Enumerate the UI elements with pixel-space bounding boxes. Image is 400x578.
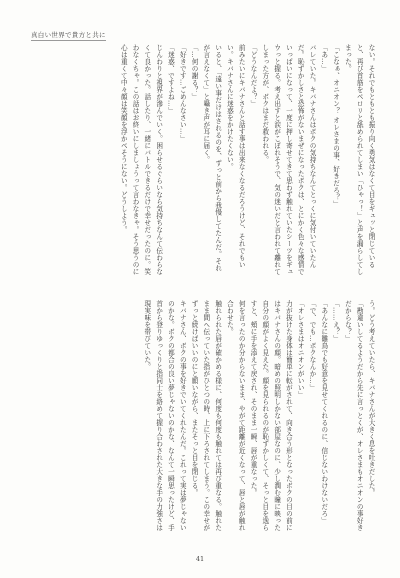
paragraph: 「好きです…ごめんなさい…」 (178, 44, 187, 142)
paragraph: う。どう考えていたら、キバナさんが大きく息を吐きだした。 (367, 300, 375, 496)
text-block-upper (24, 44, 376, 276)
paragraph: 何を言ったのか分からないまま、やがて距離が近くなって、唇と唇が触れ合わせた。 (225, 300, 246, 531)
paragraph: 「オレさまはオニオンがいい」 (296, 300, 305, 398)
page-number: 41 (195, 555, 205, 563)
paragraph: 「勘違いしてるようだから先に言っとくが、オレさまもオニオンの事好きだからな？」 (343, 300, 364, 531)
text-block-lower (24, 300, 376, 532)
paragraph: ない。それでもともとも振り向く勇気はなくて目をギュッと閉じていると、再び首筋をペロリと舐められてしまい「ひゃっ！」と声を漏らしてしまった。 (343, 44, 375, 275)
paragraph: 触れられた唇が確かめる様に、何度も何度も触れては再び重なる。触れたまま間へ伝っていた指がひとつの時、上に下ろされてしまう。この幸せがずっと続けばいいのにと願いながら、またそっと目を閉じる。 (190, 300, 222, 531)
paragraph: キバナさん、ボクの事を好きでいてくれたんだ。これって実は夢じゃないのかな。ボクの都合の良い夢じゃないのかな、なんて一瞬思ったけど、手首から登りゆっくりと指同士を絡めて握り合わされた大きな手の力強さは現実味を帯びていた。 (142, 300, 187, 531)
paragraph: いると、「遠い事だけはされるのを、ずっと前から我慢してたんだ。それが言えなくて」と囁き声が耳に届く。 (201, 44, 222, 272)
paragraph: 「どうなんだよ？」 (249, 44, 258, 107)
running-header: 真白い世界で貴方と共に (31, 31, 106, 39)
paragraph: 「あんなに雛鳥でも好意を見せてくれるのに、信じないわけないだろ」 (319, 300, 328, 524)
paragraph: バレていた。キバナさんはボクの気持ちなんてとっくに気付いていたんだ。恥ずかしさと恐怖がないまぜになったボクは、とにかく色々な感情でいっぱいになって、一度に押し寄せてきて思わず触れていたシーツをギュウっと握る。考え出すと涙がこぼれそうで、気の迷いだと言われて離れてしまった方が、ボクはまだ救われる。 (260, 44, 317, 275)
paragraph: 「あ…」 (319, 44, 328, 72)
paragraph: 「こなぁ、オニオン？ オレさまの事、好きだろ？」 (331, 44, 340, 208)
paragraph: じんわりと視界が滲んでいく。困らせるぐらいなら気持ちなんて伝わらなくて良かった。話したり、一緒にバトルできるだけで幸せだったのに。笑わなくちゃ。この話はお終いにしましょうって言わなきゃ。そう思うのに心は重くて中々顔は笑顔を浮かべそうにない。どうしよう。 (119, 44, 163, 275)
paragraph: 「で、でも…ボクなんか…」 (308, 300, 317, 391)
paragraph: 「……え？」 (331, 300, 340, 342)
paragraph: 前みたいにキバナさんと話す事は出来なくなるだろうけど、それでもいい。キバナさんに迷惑をかけたくない。 (225, 44, 246, 268)
paragraph: 力が抜けた身体は簡単に転がされて、向き合う形となったボクの目の前にはキバナさんの顔。暗めの照明しかない部屋なのに、少し潤む瞳に映った自分の顔がよく見えた。顔を見られるのが恥ずかしくて、そっと目を逸らすと、頬に手を添えて戻され、そのまま一瞬、唇が重なった。 (249, 300, 293, 531)
paragraph: 「迷惑、ですよね…」 (166, 44, 175, 114)
paragraph: 「…何の謝る？」 (190, 44, 199, 100)
